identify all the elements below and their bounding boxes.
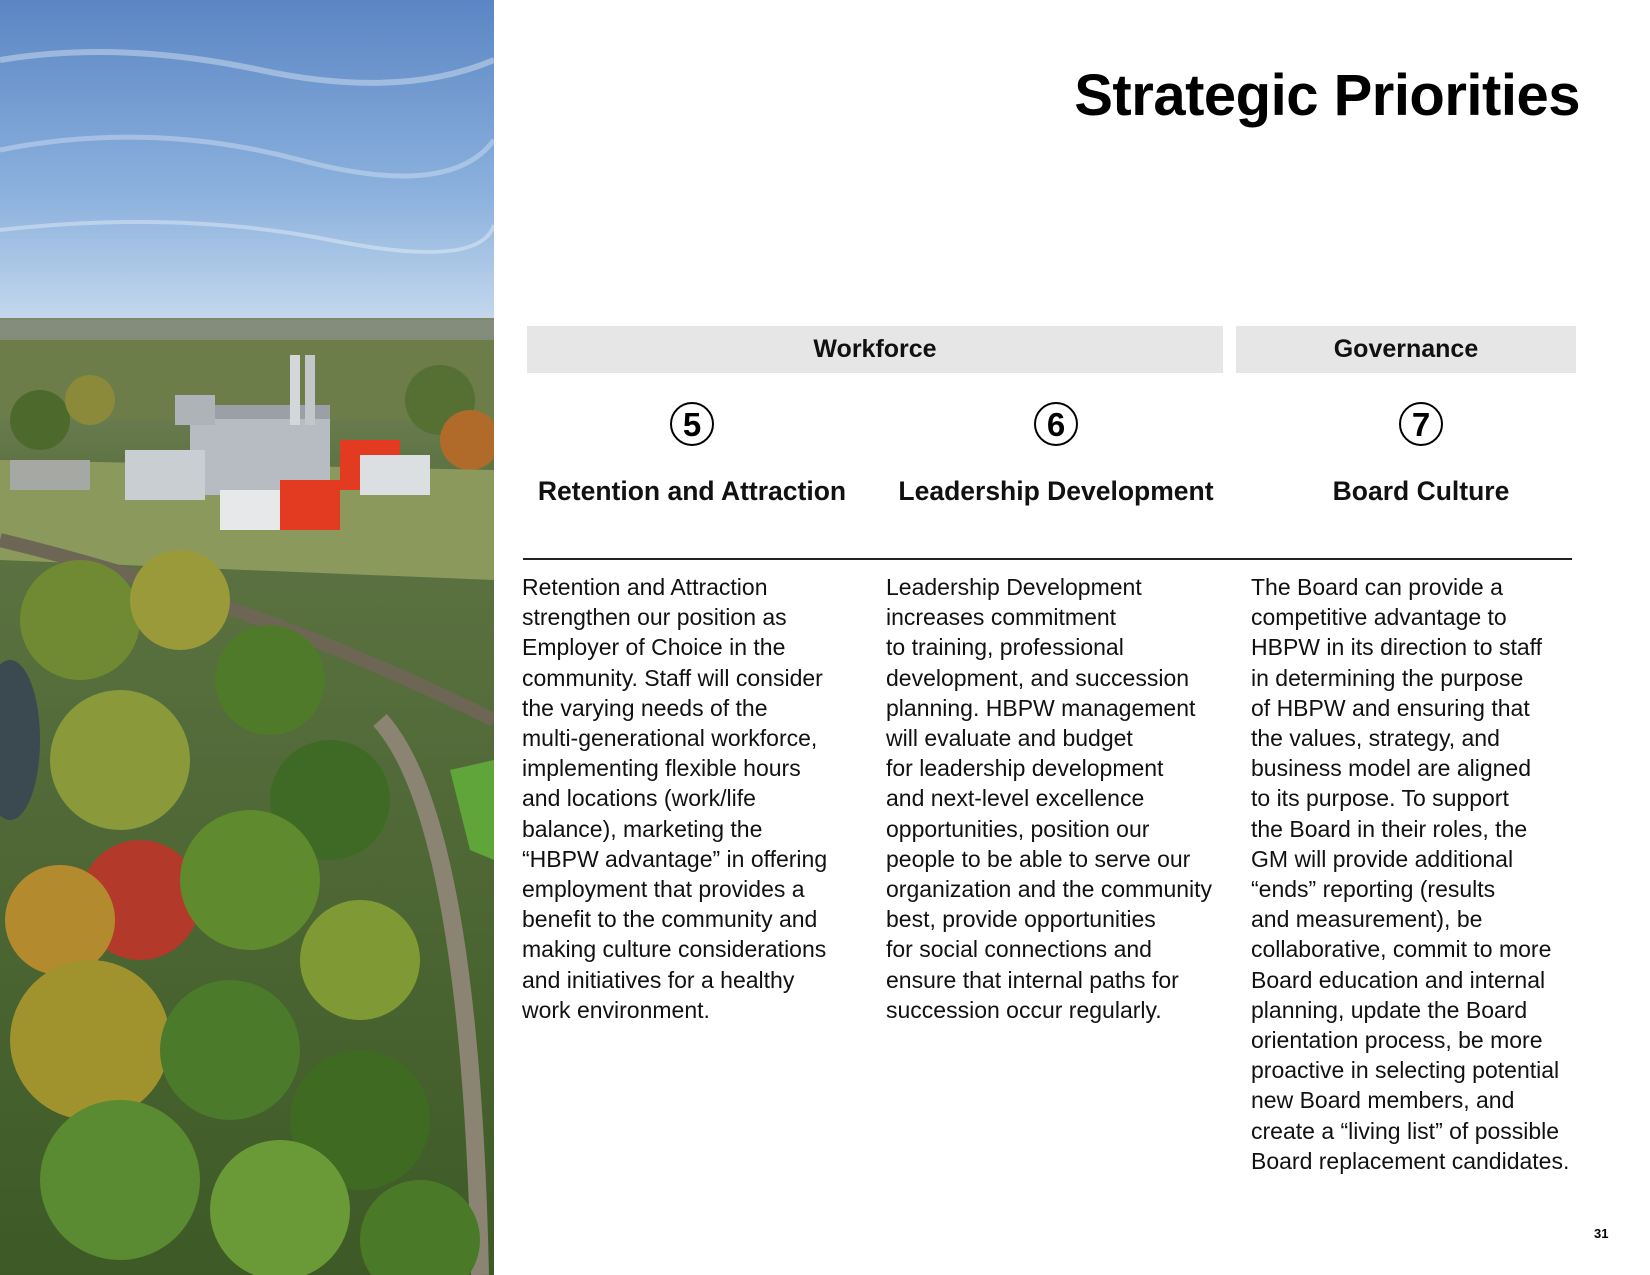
aerial-photo-power-plant [0,0,494,1275]
priority-heading: Retention and Attraction [537,476,847,506]
priority-number-badge: 6 [1034,402,1078,446]
priority-number-badge: 7 [1399,402,1443,446]
priority-6-description: Leadership Development increases commitment to training, professional development, and succession planning. HBPW management will evaluate and budget for leadership development and next-level excellence opportunities, position our people to be able to serve our organization and the community best, provide opportunities for social connections and ensure that internal paths for succession occur regularly. [886,574,1213,1023]
priority-5-description: Retention and Attraction strengthen our position as Employer of Choice in the community. Staff will consider the varying needs of the multi-generational workforce, implementing flexible hours and locations (work/life balance), marketing the “HBPW advantage” in offering employment that provides a benefit to the community and making culture considerations and initiatives for a healthy work environment. [522,574,828,1023]
category-governance [1236,326,1576,373]
priority-heading: Board Culture [1332,476,1510,506]
page-number: 31 [1594,1226,1609,1241]
category-label: Workforce [813,335,937,363]
priority-heading: Leadership Development [898,476,1214,506]
section-divider [523,558,1572,560]
priority-5-header [522,398,862,507]
category-workforce [527,326,1223,373]
category-label: Governance [1333,335,1479,363]
page-title: Strategic Priorities [1074,63,1580,128]
priority-7-description: The Board can provide a competitive advantage to HBPW in its direction to staff in determining the purpose of HBPW and ensuring that the values, strategy, and business model are aligned to its purpose. To support the Board in their roles, the GM will provide additional “ends” reporting (results and measurement), be collaborative, commit to more Board education and internal planning, update the Board orientation process, be more proactive in selecting potential new Board members, and create a “living list” of possible Board replacement candidates. [1251,574,1570,1174]
priority-number-badge: 5 [670,402,714,446]
priority-6-header [886,398,1226,507]
priority-7-header [1251,398,1591,507]
